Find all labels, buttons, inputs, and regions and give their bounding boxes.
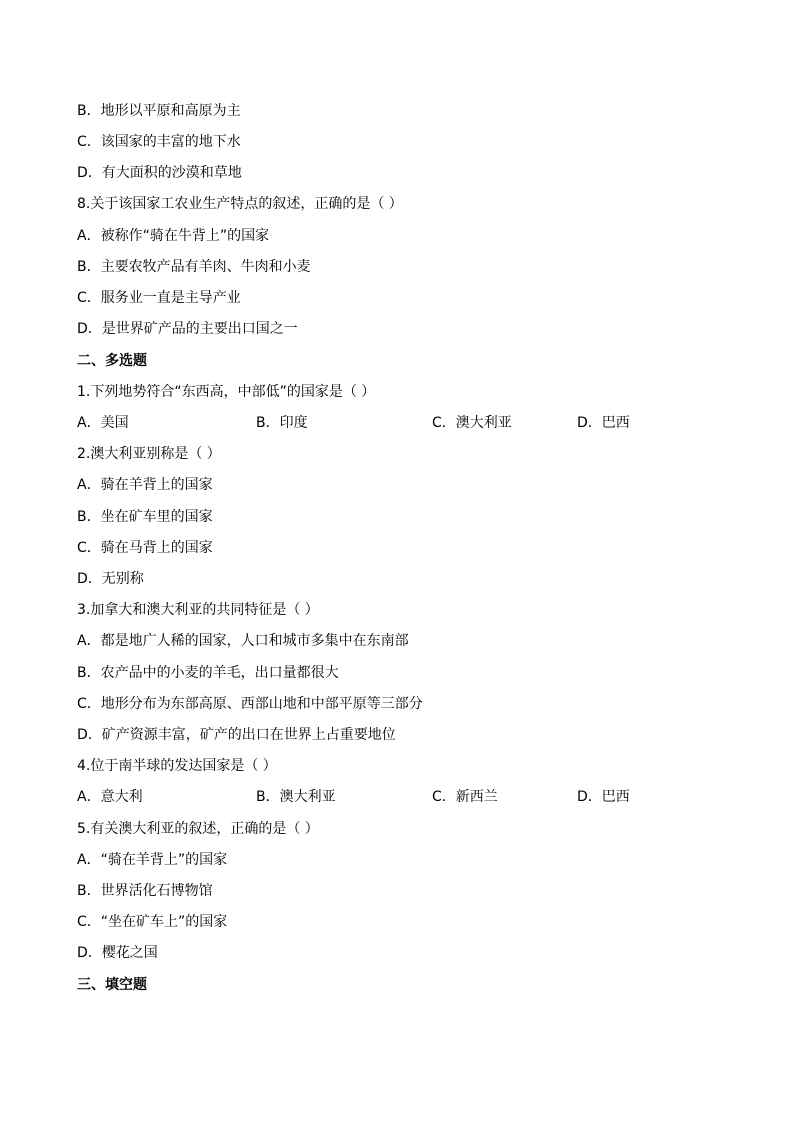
option-a: A．美国 bbox=[77, 415, 129, 431]
option-line: C．“坐在矿车上”的国家 bbox=[77, 914, 228, 930]
option-line: C．服务业一直是主导产业 bbox=[77, 290, 241, 306]
question-stem: 3.加拿大和澳大利亚的共同特征是（ ） bbox=[77, 602, 319, 618]
question-stem: 1.下列地势符合“东西高，中部低”的国家是（ ） bbox=[77, 384, 376, 400]
option-line: D．有大面积的沙漠和草地 bbox=[77, 165, 242, 181]
option-line: C．地形分布为东部高原、西部山地和中部平原等三部分 bbox=[77, 696, 423, 712]
option-line: B．世界活化石博物馆 bbox=[77, 883, 213, 899]
section-heading-multiple-choice: 二、多选题 bbox=[77, 353, 147, 369]
option-b: B．澳大利亚 bbox=[256, 789, 336, 805]
option-line: A．被称作“骑在牛背上”的国家 bbox=[77, 228, 270, 244]
option-c: C．澳大利亚 bbox=[432, 415, 512, 431]
option-d: D．巴西 bbox=[577, 789, 630, 805]
option-line: D．无别称 bbox=[77, 571, 144, 587]
option-line: B．地形以平原和高原为主 bbox=[77, 103, 241, 119]
section-heading-fill-in: 三、填空题 bbox=[77, 977, 147, 993]
option-line: D．是世界矿产品的主要出口国之一 bbox=[77, 321, 298, 337]
option-line: D．矿产资源丰富，矿产的出口在世界上占重要地位 bbox=[77, 727, 396, 743]
option-line: A．“骑在羊背上”的国家 bbox=[77, 852, 228, 868]
option-b: B．印度 bbox=[256, 415, 308, 431]
option-line: B．坐在矿车里的国家 bbox=[77, 509, 213, 525]
option-line: B．主要农牧产品有羊肉、牛肉和小麦 bbox=[77, 259, 311, 275]
option-line: C．骑在马背上的国家 bbox=[77, 540, 213, 556]
question-stem: 4.位于南半球的发达国家是（ ） bbox=[77, 758, 277, 774]
option-a: A．意大利 bbox=[77, 789, 143, 805]
option-line: C．该国家的丰富的地下水 bbox=[77, 134, 241, 150]
option-line: A．都是地广人稀的国家，人口和城市多集中在东南部 bbox=[77, 633, 409, 649]
option-d: D．巴西 bbox=[577, 415, 630, 431]
question-stem: 8.关于该国家工农业生产特点的叙述，正确的是（ ） bbox=[77, 196, 403, 212]
option-line: A．骑在羊背上的国家 bbox=[77, 477, 213, 493]
question-stem: 2.澳大利亚别称是（ ） bbox=[77, 446, 221, 462]
option-c: C．新西兰 bbox=[432, 789, 498, 805]
option-line: D．樱花之国 bbox=[77, 945, 158, 961]
question-stem: 5.有关澳大利亚的叙述，正确的是（ ） bbox=[77, 821, 319, 837]
option-line: B．农产品中的小麦的羊毛，出口量都很大 bbox=[77, 665, 339, 681]
